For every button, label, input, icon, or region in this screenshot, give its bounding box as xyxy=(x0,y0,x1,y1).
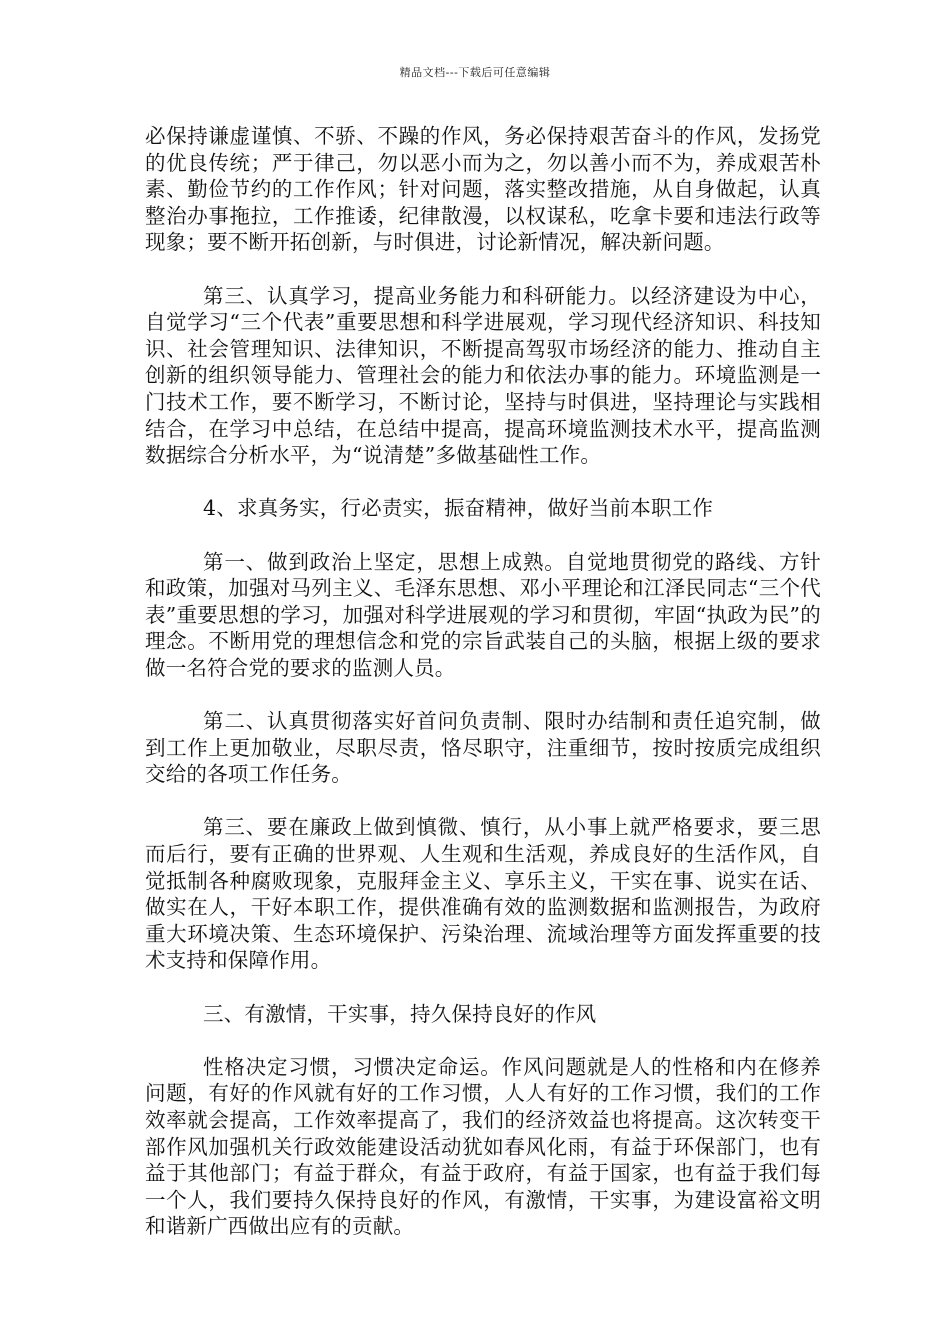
page-header: 精品文档---下载后可任意编辑 xyxy=(399,66,551,79)
paragraph-politics: 第一、做到政治上坚定，思想上成熟。自觉地贯彻党的路线、方针和政策，加强对马列主义、毛泽东思想、邓小平理论和江泽民同志“三个代表”重要思想的学习，加强对科学进展观的学习和贯彻，牢固“执政为民”的理念。不断用党的理想信念和党的宗旨武装自己的头脑，根据上级的要求做一名符合党的要求的监测人员。 xyxy=(145,549,821,680)
paragraph-conclusion: 性格决定习惯，习惯决定命运。作风问题就是人的性格和内在修养问题，有好的作风就有好的工作习惯，人人有好的工作习惯，我们的工作效率就会提高，工作效率提高了，我们的经济效益也将提高。这次转变干部作风加强机关行政效能建设活动犹如春风化雨，有益于环保部门，也有益于其他部门；有益于群众，有益于政府，有益于国家，也有益于我们每一个人，我们要持久保持良好的作风，有激情，干实事，为建设富裕文明和谐新广西做出应有的贡献。 xyxy=(145,1054,821,1239)
section-heading-3: 三、有激情，干实事，持久保持良好的作风 xyxy=(203,1001,597,1026)
paragraph-study: 第三、认真学习，提高业务能力和科研能力。以经济建设为中心，自觉学习“三个代表”重要思想和科学进展观，学习现代经济知识、科技知识、社会管理知识、法律知识，不断提高驾驭市场经济的能力、推动自主创新的组织领导能力、管理社会的能力和依法办事的能力。环境监测是一门技术工作，要不断学习，不断讨论，坚持与时俱进，坚持理论与实践相结合，在学习中总结，在总结中提高，提高环境监测技术水平，提高监测数据综合分析水平，为“说清楚”多做基础性工作。 xyxy=(145,283,821,468)
paragraph-continuation: 必保持谦虚谨慎、不骄、不躁的作风，务必保持艰苦奋斗的作风，发扬党的优良传统；严于律己，勿以恶小而为之，勿以善小而不为，养成艰苦朴素、勤俭节约的工作作风；针对问题，落实整改措施，从自身做起，认真整治办事拖拉，工作推诿，纪律散漫，以权谋私，吃拿卡要和违法行政等现象；要不断开拓创新，与时俱进，讨论新情况，解决新问题。 xyxy=(145,124,821,255)
paragraph-responsibility: 第二、认真贯彻落实好首问负责制、限时办结制和责任追究制，做到工作上更加敬业，尽职尽责，恪尽职守，注重细节，按时按质完成组织交给的各项工作任务。 xyxy=(145,709,821,787)
document-body xyxy=(145,123,821,1240)
section-heading-4: 4、求真务实，行必责实，振奋精神，做好当前本职工作 xyxy=(203,496,714,521)
paragraph-integrity: 第三、要在廉政上做到慎微、慎行，从小事上就严格要求，要三思而后行，要有正确的世界观、人生观和生活观，养成良好的生活作风，自觉抵制各种腐败现象，克服拜金主义、享乐主义，干实在事、说实在话、做实在人，干好本职工作，提供准确有效的监测数据和监测报告，为政府重大环境决策、生态环境保护、污染治理、流域治理等方面发挥重要的技术支持和保障作用。 xyxy=(145,815,821,973)
